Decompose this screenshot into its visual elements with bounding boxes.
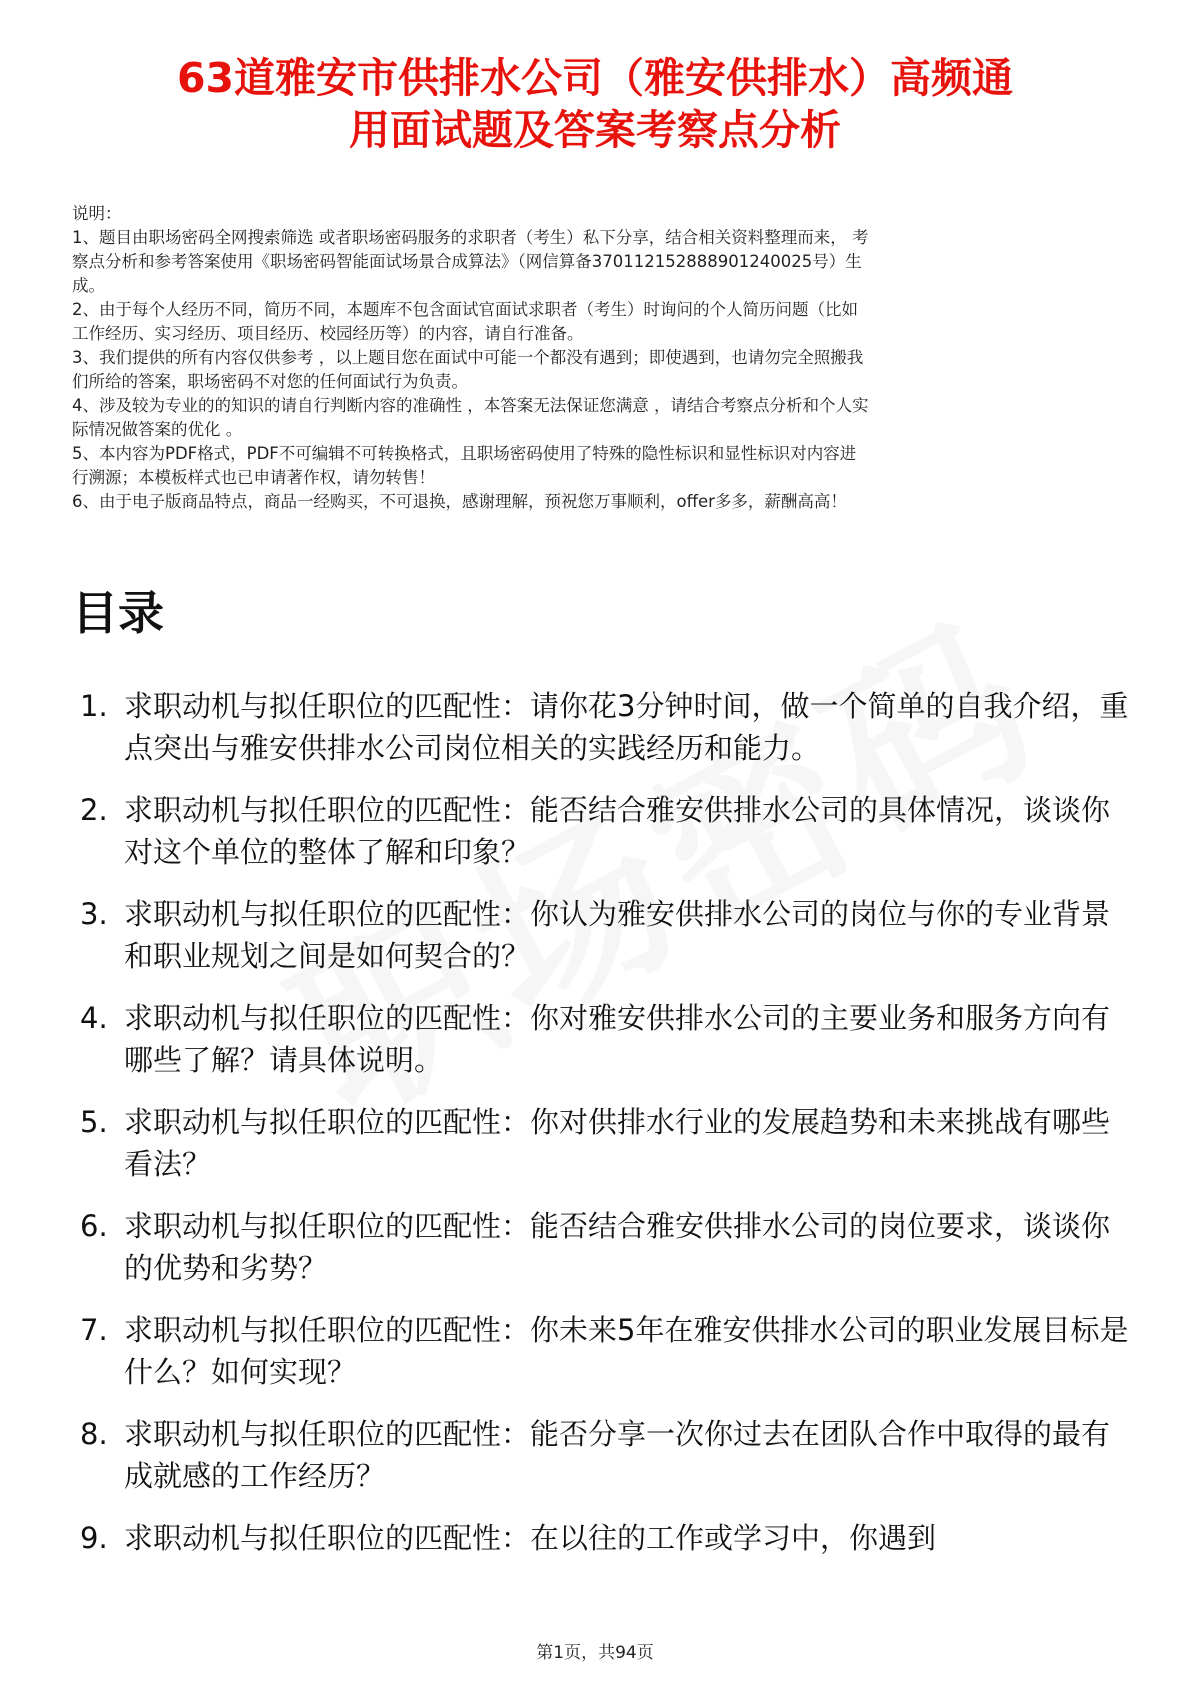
notes-line: 1、题目由职场密码全网搜索筛选 或者职场密码服务的求职者（考生）私下分享，结合相关资料整理而来， 考 bbox=[72, 228, 869, 247]
title-line-2: 用面试题及答案考察点分析 bbox=[349, 106, 841, 154]
toc-item-number: 6. bbox=[80, 1209, 108, 1243]
toc-item-number: 7. bbox=[80, 1313, 108, 1347]
toc-item[interactable] bbox=[72, 1205, 1132, 1289]
toc-list bbox=[72, 685, 1132, 1579]
toc-item-text: 求职动机与拟任职位的匹配性：你对雅安供排水公司的主要业务和服务方向有哪些了解？请具体说明。 bbox=[124, 1001, 1111, 1077]
toc-item-text: 求职动机与拟任职位的匹配性：请你花3分钟时间，做一个简单的自我介绍，重点突出与雅安供排水公司岗位相关的实践经历和能力。 bbox=[124, 689, 1129, 765]
title-line-1: 63道雅安市供排水公司（雅安供排水）高频通 bbox=[176, 54, 1014, 102]
toc-item[interactable] bbox=[72, 1517, 1132, 1559]
notes-line: 4、涉及较为专业的的知识的请自行判断内容的准确性 ，本答案无法保证您满意 ，请结合考察点分析和个人实 bbox=[72, 396, 869, 415]
toc-item[interactable] bbox=[72, 893, 1132, 977]
notes-line: 成。 bbox=[72, 276, 105, 295]
toc-item[interactable] bbox=[72, 1101, 1132, 1185]
toc-item[interactable] bbox=[72, 997, 1132, 1081]
notes-line: 际情况做答案的优化 。 bbox=[72, 420, 243, 439]
notes-line: 们所给的答案，职场密码不对您的任何面试行为负责。 bbox=[72, 372, 468, 391]
toc-item[interactable] bbox=[72, 1413, 1132, 1497]
toc-item-text: 求职动机与拟任职位的匹配性：能否分享一次你过去在团队合作中取得的最有成就感的工作经历？ bbox=[124, 1417, 1111, 1493]
notes-line: 工作经历、实习经历、项目经历、校园经历等）的内容，请自行准备。 bbox=[72, 324, 584, 343]
notes-line: 3、我们提供的所有内容仅供参考 ，以上题目您在面试中可能一个都没有遇到；即使遇到，也请勿完全照搬我 bbox=[72, 348, 864, 367]
toc-item[interactable] bbox=[72, 789, 1132, 873]
toc-item-number: 5. bbox=[80, 1105, 108, 1139]
notes-line: 5、本内容为PDF格式，PDF不可编辑不可转换格式，且职场密码使用了特殊的隐性标识和显性标识对内容进 bbox=[72, 444, 857, 463]
toc-item-number: 3. bbox=[80, 897, 108, 931]
page-footer: 第1页，共94页 bbox=[536, 1643, 654, 1663]
toc-item-number: 1. bbox=[80, 689, 108, 723]
toc-item-text: 求职动机与拟任职位的匹配性：你对供排水行业的发展趋势和未来挑战有哪些看法？ bbox=[124, 1105, 1111, 1181]
toc-item-number: 4. bbox=[80, 1001, 108, 1035]
toc-heading: 目录 bbox=[72, 586, 164, 640]
toc-item-number: 9. bbox=[80, 1521, 108, 1555]
toc-item-text: 求职动机与拟任职位的匹配性：能否结合雅安供排水公司的具体情况，谈谈你对这个单位的整体了解和印象？ bbox=[124, 793, 1111, 869]
toc-item-text: 求职动机与拟任职位的匹配性：你未来5年在雅安供排水公司的职业发展目标是什么？如何实现？ bbox=[124, 1313, 1129, 1389]
toc-item-text: 求职动机与拟任职位的匹配性：能否结合雅安供排水公司的岗位要求，谈谈你的优势和劣势？ bbox=[124, 1209, 1111, 1285]
notes-line: 2、由于每个人经历不同，简历不同，本题库不包含面试官面试求职者（考生）时询问的个人简历问题（比如 bbox=[72, 300, 858, 319]
notes-section bbox=[72, 202, 1122, 514]
toc-item[interactable] bbox=[72, 685, 1132, 769]
toc-item-number: 8. bbox=[80, 1417, 108, 1451]
toc-item-text: 求职动机与拟任职位的匹配性：在以往的工作或学习中，你遇到 bbox=[124, 1521, 937, 1555]
notes-line: 6、由于电子版商品特点，商品一经购买，不可退换，感谢理解，预祝您万事顺利，offer多多，薪酬高高！ bbox=[72, 492, 847, 511]
notes-line: 行溯源；本模板样式也已申请著作权，请勿转售！ bbox=[72, 468, 435, 487]
notes-line: 说明： bbox=[72, 204, 122, 223]
toc-item-number: 2. bbox=[80, 793, 108, 827]
notes-line: 察点分析和参考答案使用《职场密码智能面试场景合成算法》（网信算备370112152888901240025号）生 bbox=[72, 252, 862, 271]
toc-item[interactable] bbox=[72, 1309, 1132, 1393]
toc-item-text: 求职动机与拟任职位的匹配性：你认为雅安供排水公司的岗位与你的专业背景和职业规划之间是如何契合的？ bbox=[124, 897, 1111, 973]
document-title bbox=[70, 52, 1120, 156]
